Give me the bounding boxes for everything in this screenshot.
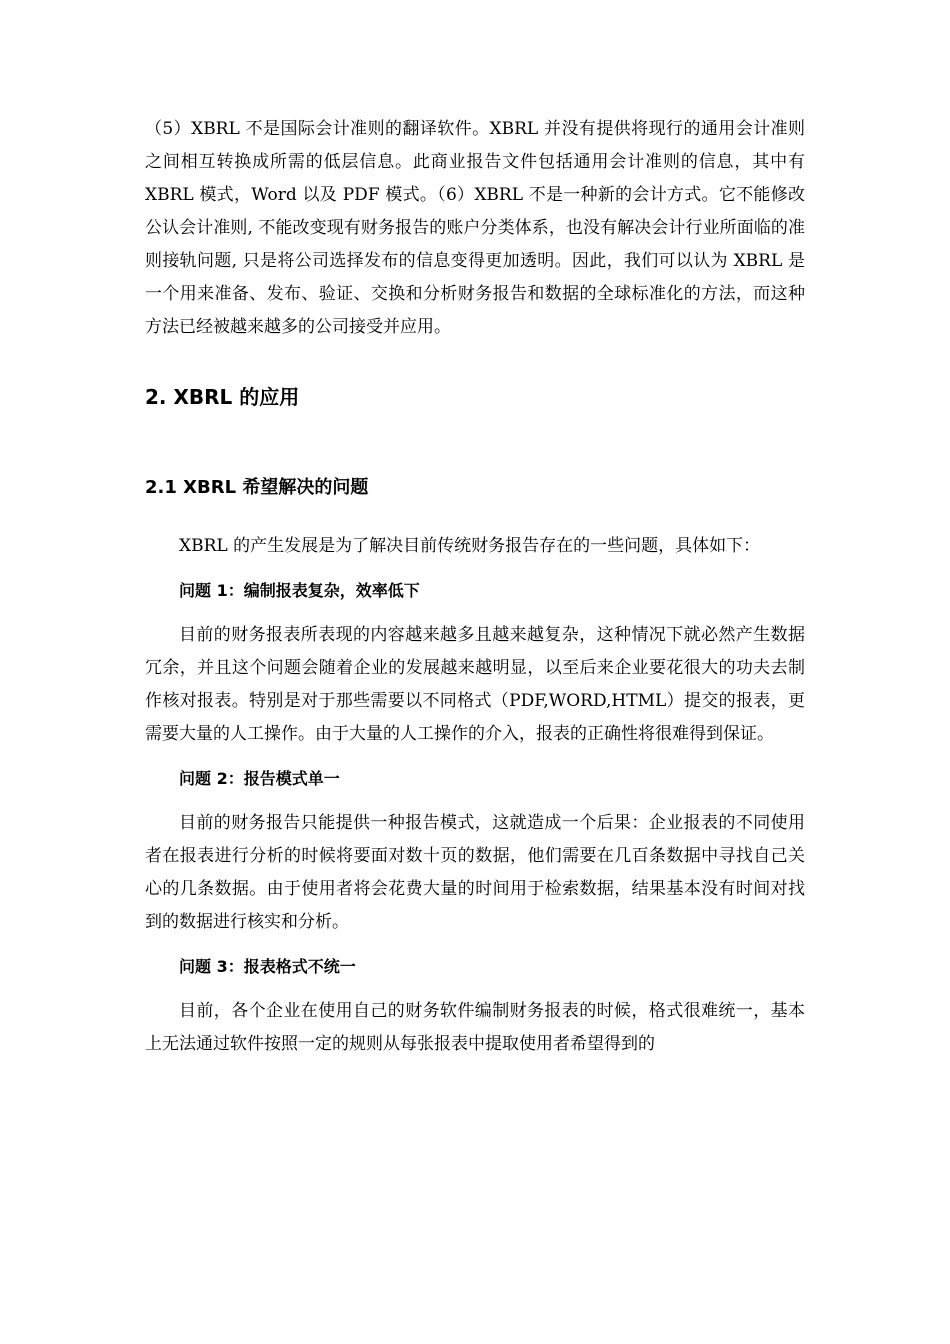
problem-2-body: 目前的财务报告只能提供一种报告模式，这就造成一个后果：企业报表的不同使用者在报表进行分析的时候将要面对数十页的数据，他们需要在几百条数据中寻找自己关心的几条数据。由于使用者将会花费大量的时间用于检索数据，结果基本没有时间对找到的数据进行核实和分析。: [145, 813, 805, 932]
paragraph-xbrl-not-translation: （5）XBRL 不是国际会计准则的翻译软件。XBRL 并没有提供将现行的通用会计准则之间相互转换成所需的低层信息。此商业报告文件包括通用会计准则的信息，其中有 XBRL 模式，Word 以及 PDF 模式。（6）XBRL 不是一种新的会计方式。它不能修改公认会计准则, 不能改变现有财务报告的账户分类体系，也没有解决会计行业所面临的准则接轨问题, 只是将公司选择发布的信息变得更加透明。因此，我们可以认为 XBRL 是一个用来准备、发布、验证、交换和分析财务报告和数据的全球标准化的方法，而这种方法已经被越来越多的公司接受并应用。: [145, 119, 805, 337]
paragraph-intro: XBRL 的产生发展是为了解决目前传统财务报告存在的一些问题，具体如下：: [179, 536, 761, 556]
subsection-heading-problems: 2.1 XBRL 希望解决的问题: [145, 477, 369, 498]
problem-1-heading: 问题 1：编制报表复杂，效率低下: [179, 581, 420, 600]
problem-1-body: 目前的财务报表所表现的内容越来越多且越来越复杂，这种情况下就必然产生数据冗余，并且这个问题会随着企业的发展越来越明显，以至后来企业要花很大的功夫去制作核对报表。特别是对于那些需要以不同格式（PDF,WORD,HTML）提交的报表，更需要大量的人工操作。由于大量的人工操作的介入，报表的正确性将很难得到保证。: [145, 625, 805, 744]
problem-3-heading: 问题 3：报表格式不统一: [179, 957, 356, 976]
problem-3-body: 目前，各个企业在使用自己的财务软件编制财务报表的时候，格式很难统一，基本上无法通过软件按照一定的规则从每张报表中提取使用者希望得到的: [145, 1001, 805, 1054]
problem-2-heading: 问题 2：报告模式单一: [179, 769, 340, 788]
document-page: [145, 113, 805, 1061]
section-heading-xbrl-application: 2. XBRL 的应用: [145, 385, 300, 409]
